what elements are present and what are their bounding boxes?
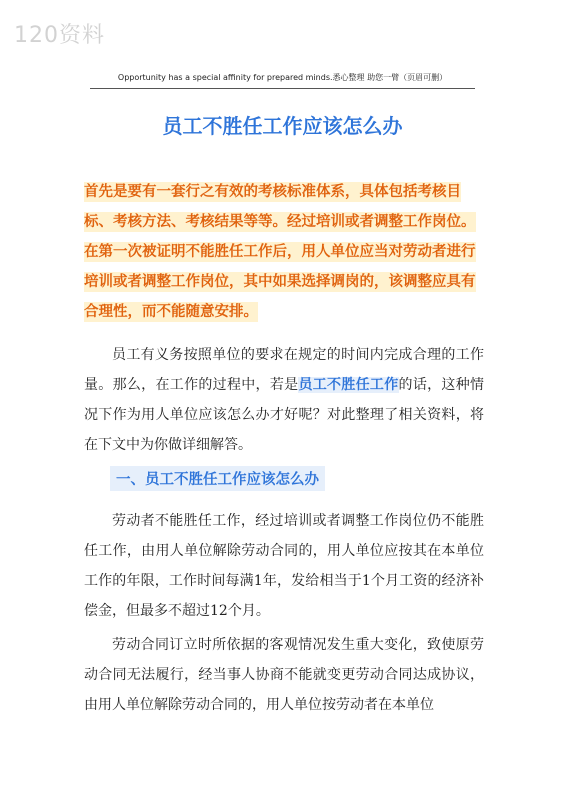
body-paragraph-2: 劳动合同订立时所依据的客观情况发生重大变化，致使原劳动合同无法履行，经当事人协商不能就变更劳动合同达成协议，由用人单位解除劳动合同的，用人单位按劳动者在本单位 [84, 637, 484, 713]
highlighted-summary [84, 177, 484, 327]
watermark: 120资料 [14, 23, 105, 48]
intro-text-after: 的话，这种情况下作为用人单位应该怎么办才好呢？对此整理了相关资料，将在下文中为你做详细解答。 [84, 377, 485, 453]
section-heading: 一、员工不胜任工作应该怎么办 [110, 466, 325, 491]
highlighted-summary-text: 首先是要有一套行之有效的考核标准体系，具体包括考核目标、考核方法、考核结果等等。经过培训或者调整工作岗位。在第一次被证明不能胜任工作后，用人单位应当对劳动者进行培训或者调整工作岗位，其中如果选择调岗的，该调整应具有合理性，而不能随意安排。 [84, 184, 476, 320]
document-title: 员工不胜任工作应该怎么办 [162, 114, 403, 138]
page-header: Opportunity has a special affinity for prepared minds.悉心整理 助您一臂（页眉可删） [90, 72, 475, 89]
body-paragraph-1: 劳动者不能胜任工作，经过培训或者调整工作岗位仍不能胜任工作，由用人单位解除劳动合同的，用人单位应按其在本单位工作的年限，工作时间每满1年，发给相当于1个月工资的经济补偿金，但最多不超过12个月。 [84, 513, 484, 619]
keyword-link[interactable]: 员工不胜任工作 [298, 377, 399, 393]
intro-paragraph [84, 340, 484, 460]
intro-text-before: 员工有义务按照单位的要求在规定的时间内完成合理的工作量。那么，在工作的过程中，若是 [84, 347, 484, 393]
